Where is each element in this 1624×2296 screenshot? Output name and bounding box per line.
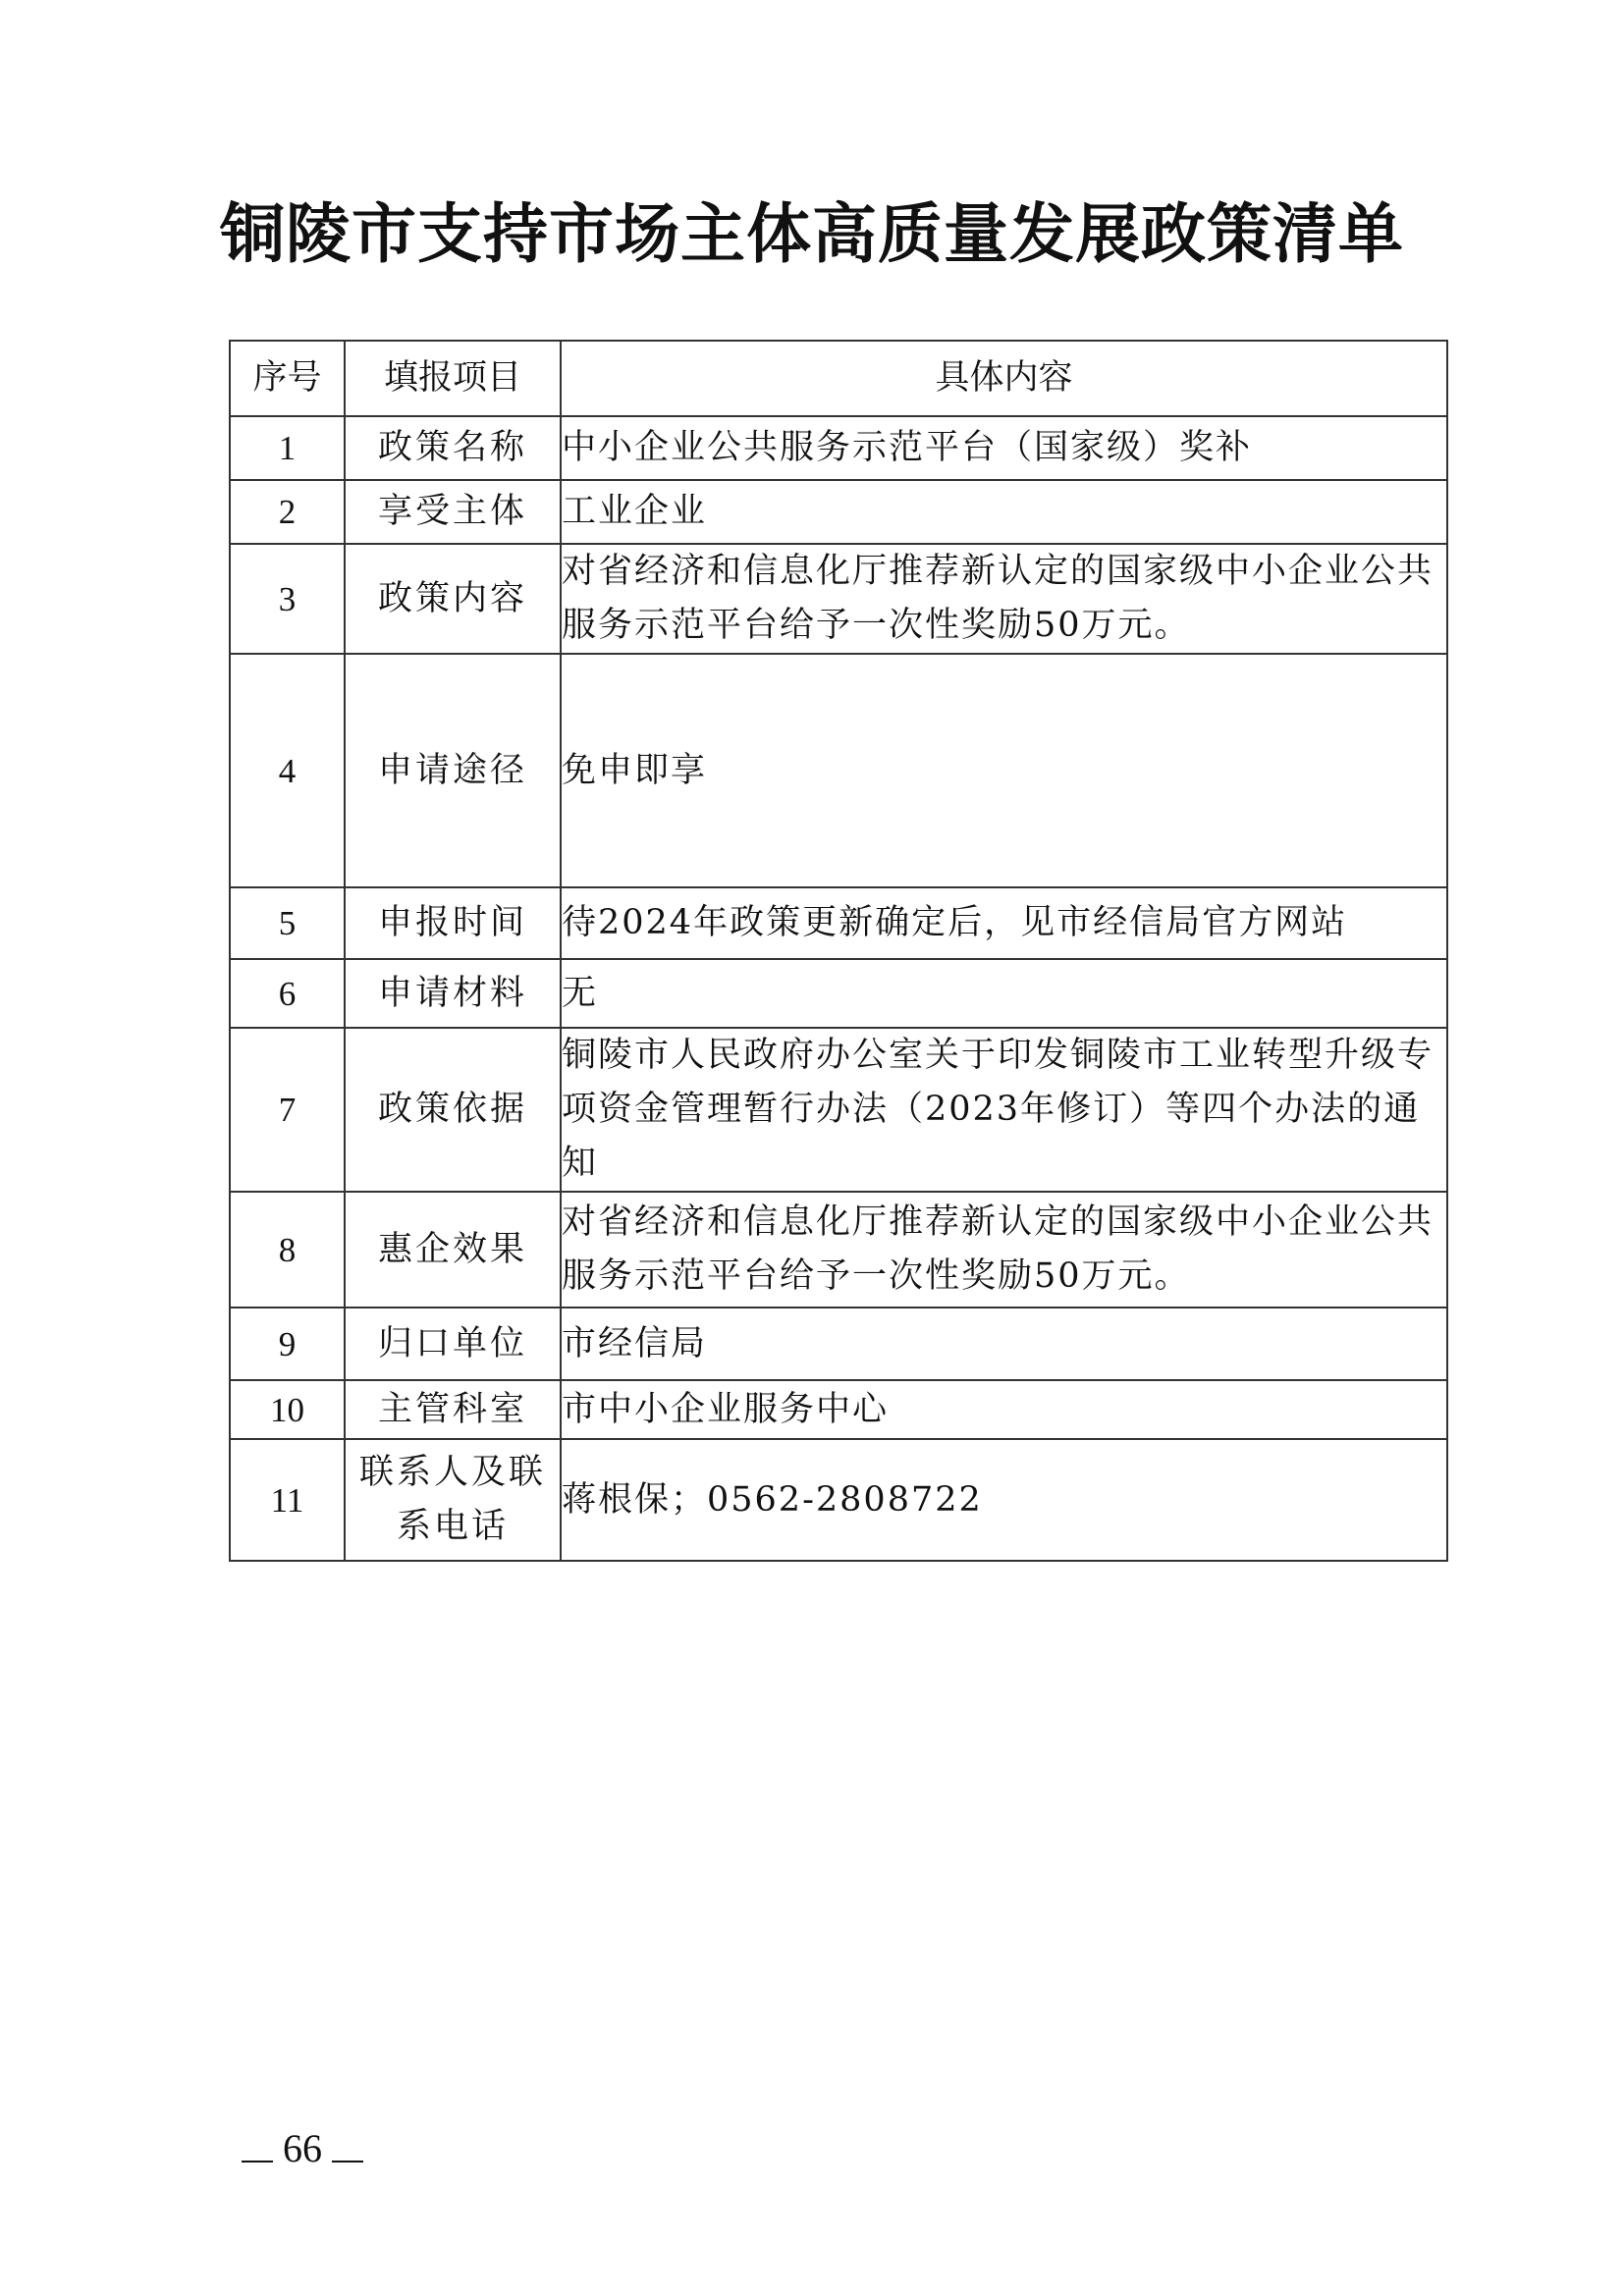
table-row — [230, 1439, 1447, 1561]
row-content: 对省经济和信息化厅推荐新认定的国家级中小企业公共服务示范平台给予一次性奖励50万元。 — [561, 1192, 1447, 1308]
row-item: 政策名称 — [345, 416, 561, 480]
row-serial: 8 — [230, 1192, 345, 1308]
table-row — [230, 1308, 1447, 1380]
row-content: 市中小企业服务中心 — [561, 1380, 1447, 1439]
header-serial: 序号 — [230, 341, 345, 416]
row-serial: 3 — [230, 544, 345, 654]
row-content: 中小企业公共服务示范平台（国家级）奖补 — [561, 416, 1447, 480]
row-serial: 10 — [230, 1380, 345, 1439]
row-item: 申请途径 — [345, 654, 561, 887]
table-row — [230, 544, 1447, 654]
row-item: 惠企效果 — [345, 1192, 561, 1308]
row-serial: 4 — [230, 654, 345, 887]
document-title: 铜陵市支持市场主体高质量发展政策清单 — [220, 195, 1404, 272]
table-row — [230, 1380, 1447, 1439]
table-row — [230, 1028, 1447, 1192]
row-content: 工业企业 — [561, 480, 1447, 544]
page-footer — [242, 2124, 363, 2173]
row-item: 享受主体 — [345, 480, 561, 544]
header-content: 具体内容 — [561, 341, 1447, 416]
table-header-row — [230, 341, 1447, 416]
table-row — [230, 480, 1447, 544]
dash-left — [242, 2161, 273, 2163]
row-item: 政策内容 — [345, 544, 561, 654]
table-row — [230, 1192, 1447, 1308]
row-content: 铜陵市人民政府办公室关于印发铜陵市工业转型升级专项资金管理暂行办法（2023年修订）等四个办法的通知 — [561, 1028, 1447, 1192]
row-content: 对省经济和信息化厅推荐新认定的国家级中小企业公共服务示范平台给予一次性奖励50万元。 — [561, 544, 1447, 654]
policy-table — [229, 340, 1448, 1562]
page-number: 66 — [283, 2126, 322, 2170]
row-content: 蒋根保；0562-2808722 — [561, 1439, 1447, 1561]
row-content: 市经信局 — [561, 1308, 1447, 1380]
row-serial: 5 — [230, 887, 345, 959]
row-serial: 7 — [230, 1028, 345, 1192]
row-item: 联系人及联系电话 — [345, 1439, 561, 1561]
header-item: 填报项目 — [345, 341, 561, 416]
row-item: 归口单位 — [345, 1308, 561, 1380]
row-serial: 6 — [230, 959, 345, 1028]
row-serial: 1 — [230, 416, 345, 480]
dash-right — [332, 2161, 363, 2163]
table-row — [230, 654, 1447, 887]
table-row — [230, 887, 1447, 959]
row-serial: 11 — [230, 1439, 345, 1561]
row-serial: 9 — [230, 1308, 345, 1380]
table-row — [230, 416, 1447, 480]
table-row — [230, 959, 1447, 1028]
row-serial: 2 — [230, 480, 345, 544]
row-item: 主管科室 — [345, 1380, 561, 1439]
row-content: 待2024年政策更新确定后，见市经信局官方网站 — [561, 887, 1447, 959]
row-content: 免申即享 — [561, 654, 1447, 887]
row-content: 无 — [561, 959, 1447, 1028]
row-item: 政策依据 — [345, 1028, 561, 1192]
row-item: 申请材料 — [345, 959, 561, 1028]
row-item: 申报时间 — [345, 887, 561, 959]
